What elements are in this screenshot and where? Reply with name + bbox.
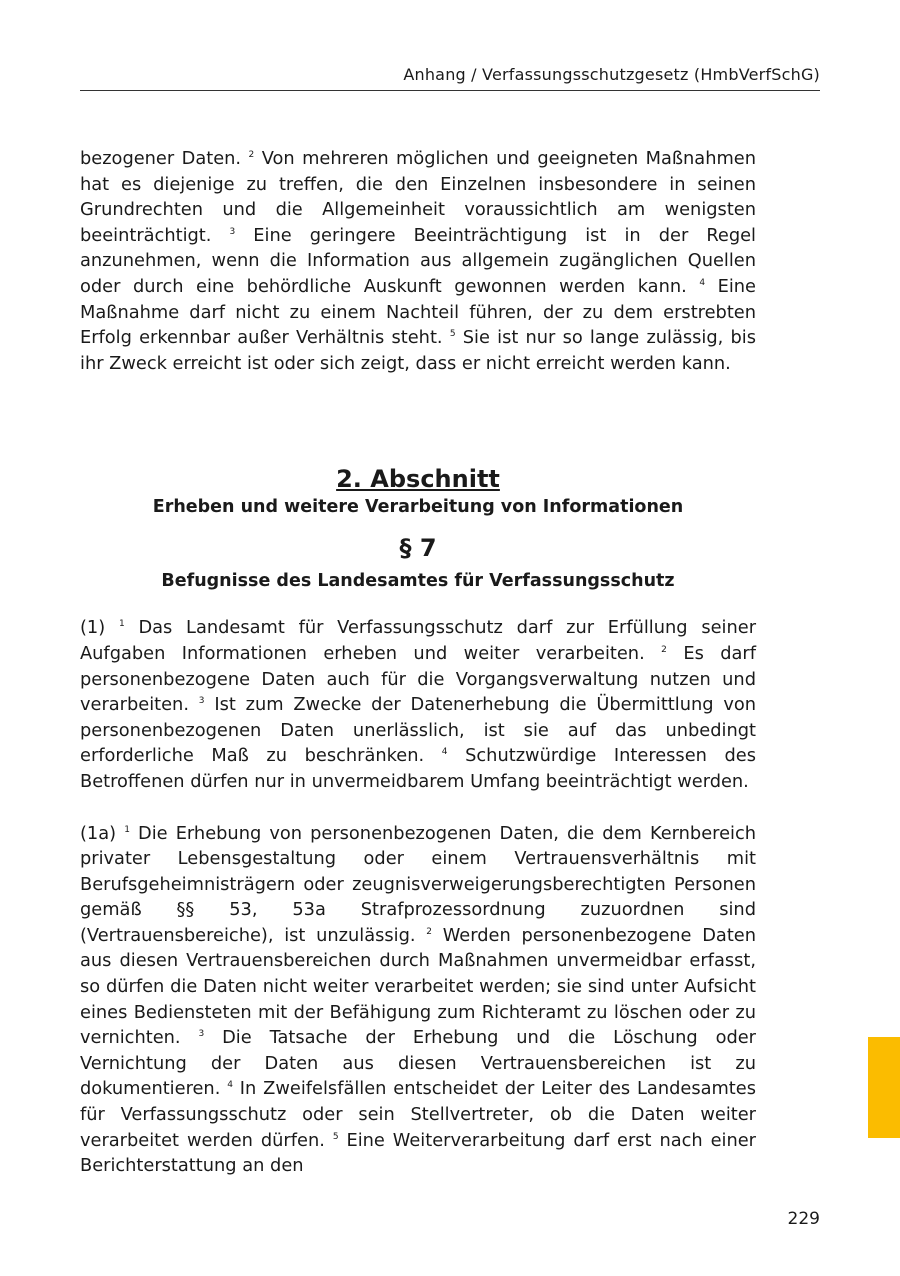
sentence: Werden personenbezogene Daten aus diesen Vertrauensbereichen durch Maßnahmen unvermeidbar erfasst, so dürfen die Daten nicht weiter verarbeitet werden; sie sind unter Aufsicht eines Bediensteten mit der Befähigung zum Richteramt zu löschen oder zu vernichten. [80, 924, 757, 1049]
paragraph-1a [80, 821, 756, 1179]
sentence: Schutzwürdige Interessen des Betroffenen dürfen nur in unvermeidbarem Umfang beeinträchtigt werden. [80, 745, 757, 792]
page-body [80, 146, 756, 1179]
sentence: Von mehreren möglichen und geeigneten Maßnahmen hat es diejenige zu treffen, die den Einzelnen insbesondere in seinen Grundrechten und die Allgemeinheit voraussichtlich am wenigsten beeinträchtigt. [80, 148, 757, 246]
sentence: In Zweifelsfällen entscheidet der Leiter des Landesamtes für Verfassungsschutz oder sein Stellvertreter, ob die Daten weiter verarbeitet werden dürfen. [80, 1078, 756, 1151]
sentence: Die Erhebung von personenbezogenen Daten, die dem Kernbereich privater Lebensgestaltung oder einem Vertrauensverhältnis mit Berufsgeheimnisträgern oder zeugnisverweigerungsberechtigten Personen gemäß §§ 53, 53a Strafprozessordnung zuzuordnen sind (Vertrauensbereiche), ist unzulässig. [80, 822, 756, 946]
sentence-number: 4 [227, 1080, 233, 1091]
paragraph-label: (1a) [80, 822, 117, 844]
sentence-number: 1 [124, 824, 130, 835]
sentence-number: 2 [248, 150, 255, 160]
sentence: Ist zum Zwecke der Datenerhebung die Übermittlung von personenbezogenen Daten unerlässlich, ist sie auf das unbedingt erforderliche Maß zu beschränken. [80, 694, 757, 767]
sentence-number: 5 [449, 329, 456, 340]
section-heading-block [80, 464, 756, 593]
sentence-number: 5 [332, 1131, 339, 1142]
running-header [80, 64, 820, 91]
section-title: 2. Abschnitt [336, 465, 500, 494]
paragraph-heading: Befugnisse des Landesamtes für Verfassungsschutz [161, 571, 675, 592]
sentence: Eine geringere Beeinträchtigung ist in der Regel anzunehmen, wenn die Information aus allgemein zugänglichen Quellen oder durch eine behördliche Auskunft gewonnen werden kann. [80, 224, 756, 297]
sentence-number: 2 [661, 644, 667, 655]
sentence: Es darf personenbezogene Daten auch für die Vorgangsverwaltung nutzen und verarbeiten. [80, 642, 757, 716]
sentence-number: 4 [699, 277, 706, 288]
sentence: Eine Weiterverarbeitung darf erst nach einer Berichterstattung an den [80, 1129, 756, 1177]
section-subtitle: Erheben und weitere Verarbeitung von Informationen [152, 497, 684, 518]
sentence-number: 4 [441, 747, 448, 758]
intro-paragraph [80, 146, 756, 376]
paragraph-label: (1) [80, 617, 106, 639]
sentence: Das Landesamt für Verfassungsschutz darf zur Erfüllung seiner Aufgaben Informationen erheben und weiter verarbeiten. [80, 617, 756, 664]
sentence: Eine Maßnahme darf nicht zu einem Nachteil führen, der zu dem erstrebten Erfolg erkennbar außer Verhältnis steht. [80, 275, 756, 349]
running-title: Anhang / Verfassungsschutzgesetz (HmbVerfSchG) [403, 65, 820, 84]
paragraph-1 [80, 615, 756, 794]
page-number: 229 [787, 1209, 820, 1229]
sentence-number: 2 [426, 926, 433, 937]
paragraph-sign: § 7 [399, 534, 437, 563]
sentence: Die Tatsache der Erhebung und die Löschung oder Vernichtung der Daten aus diesen Vertrauensbereichen ist zu dokumentieren. [80, 1027, 756, 1100]
sentence-number: 3 [198, 696, 205, 707]
sentence: bezogener Daten. [80, 148, 242, 169]
sentence: Sie ist nur so lange zulässig, bis ihr Zweck erreicht ist oder sich zeigt, dass er nicht erreicht werden kann. [80, 327, 757, 374]
sentence-number: 1 [118, 619, 125, 630]
sentence-number: 3 [198, 1029, 205, 1040]
chapter-tab-marker [868, 1037, 900, 1138]
sentence-number: 3 [229, 226, 236, 237]
